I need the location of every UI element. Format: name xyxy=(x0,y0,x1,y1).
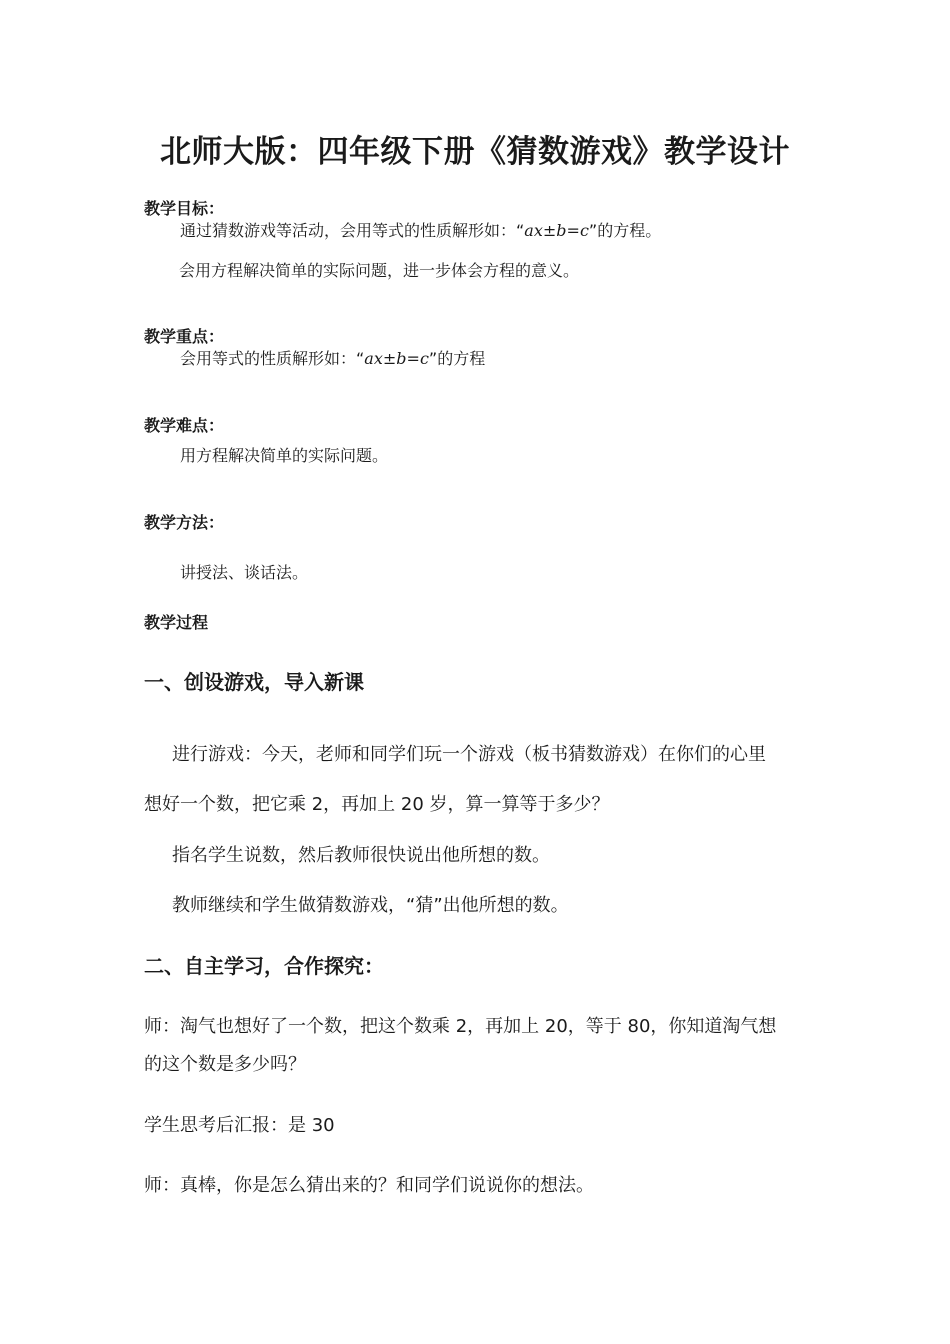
difficulty-line: 用方程解决简单的实际问题。 xyxy=(180,446,389,465)
formula-equals: = xyxy=(566,221,580,240)
formula-b: b xyxy=(396,349,407,368)
difficulty-label: 教学难点： xyxy=(144,416,225,435)
section-2-paragraph-1-line-1: 师：淘气也想好了一个数，把这个数乘 2，再加上 20，等于 80，你知道淘气想 xyxy=(144,1016,777,1037)
section-1-paragraph-2: 指名学生说数，然后教师很快说出他所想的数。 xyxy=(172,845,550,866)
formula-plus-minus: ± xyxy=(382,349,397,368)
formula-b: b xyxy=(556,221,567,240)
document-title: 北师大版：四年级下册《猜数游戏》教学设计 xyxy=(160,134,790,170)
formula xyxy=(364,349,429,368)
key-points-label: 教学重点： xyxy=(144,327,225,346)
method-label: 教学方法： xyxy=(144,513,225,532)
section-2-paragraph-1-line-2: 的这个数是多少吗？ xyxy=(144,1054,306,1075)
objectives-line-1 xyxy=(180,218,661,241)
formula-equals: = xyxy=(406,349,420,368)
key-points-line xyxy=(180,346,485,369)
formula-x: x xyxy=(533,221,543,240)
section-2-paragraph-2: 学生思考后汇报：是 30 xyxy=(144,1115,335,1136)
formula-x: x xyxy=(373,349,383,368)
key-points-line-suffix: ”的方程 xyxy=(428,349,486,368)
process-label: 教学过程 xyxy=(144,613,209,632)
method-line: 讲授法、谈话法。 xyxy=(180,563,309,582)
section-1-heading: 一、创设游戏，导入新课 xyxy=(144,670,364,694)
section-1-paragraph-1-line-2: 想好一个数，把它乘 2，再加上 20 岁，算一算等于多少？ xyxy=(144,794,610,815)
formula xyxy=(524,221,589,240)
section-2-heading: 二、自主学习，合作探究： xyxy=(144,954,384,978)
objectives-label: 教学目标： xyxy=(144,199,225,218)
formula-c: c xyxy=(419,349,429,368)
objectives-line-1-prefix: 通过猜数游戏等活动，会用等式的性质解形如：“ xyxy=(180,221,525,240)
section-1-paragraph-1-line-1: 进行游戏：今天，老师和同学们玩一个游戏（板书猜数游戏）在你们的心里 xyxy=(172,744,766,765)
formula-a: a xyxy=(524,221,534,240)
formula-a: a xyxy=(364,349,374,368)
formula-c: c xyxy=(579,221,589,240)
objectives-line-1-suffix: ”的方程。 xyxy=(588,221,662,240)
objectives-line-2: 会用方程解决简单的实际问题，进一步体会方程的意义。 xyxy=(179,261,580,280)
formula-plus-minus: ± xyxy=(542,221,557,240)
section-1-paragraph-3: 教师继续和学生做猜数游戏，“猜”出他所想的数。 xyxy=(172,895,569,916)
key-points-line-prefix: 会用等式的性质解形如：“ xyxy=(180,349,365,368)
section-2-paragraph-3: 师：真棒，你是怎么猜出来的？和同学们说说你的想法。 xyxy=(144,1175,594,1196)
